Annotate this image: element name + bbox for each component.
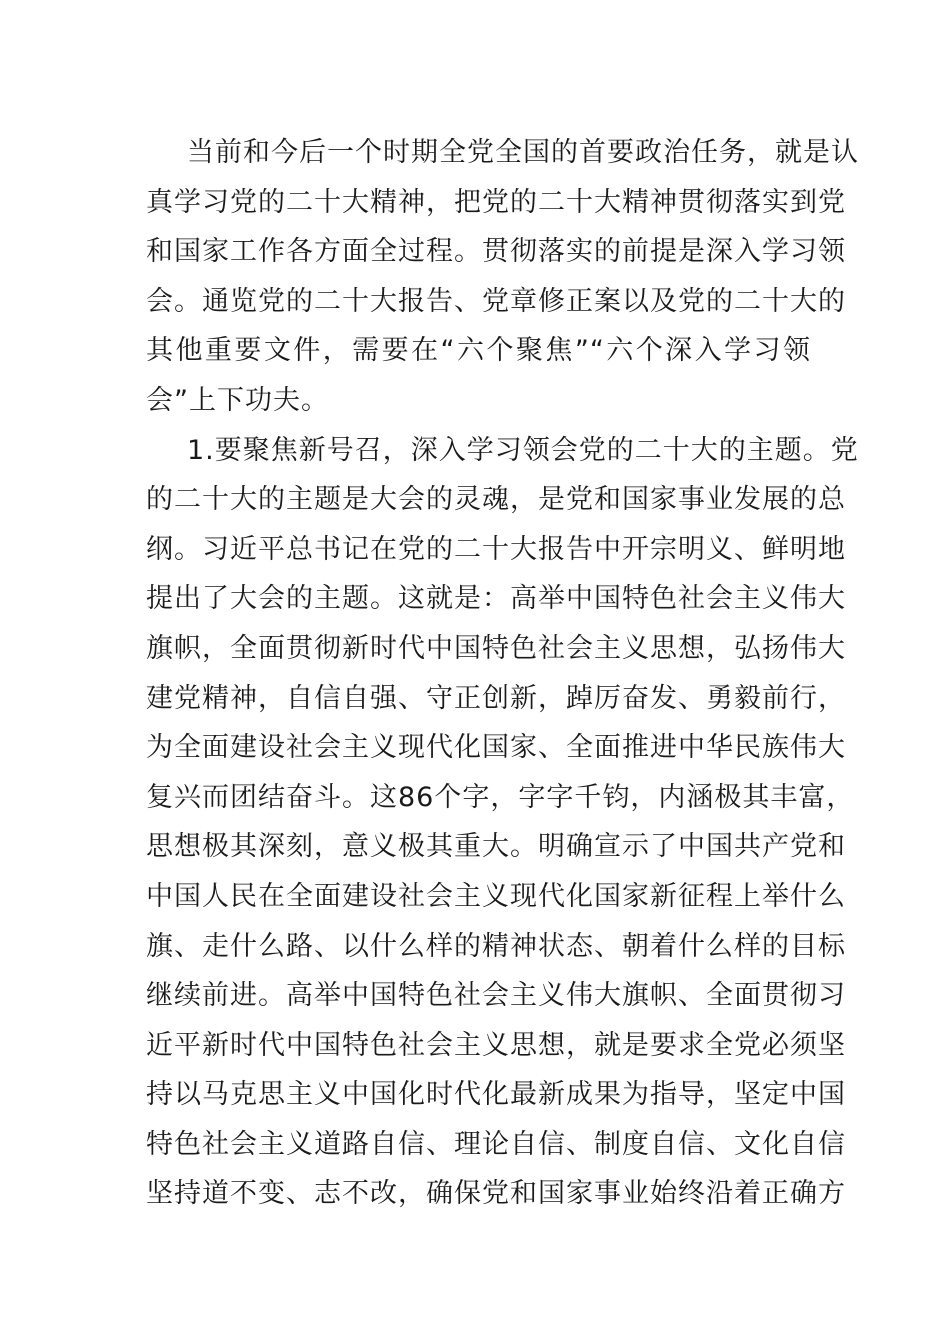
paragraph-2-line-6: 建党精神，自信自强、守正创新，踔厉奋发、勇毅前行，: [146, 682, 846, 714]
paragraph-2-line-4: 提出了大会的主题。这就是：高举中国特色社会主义伟大: [146, 583, 846, 615]
paragraph-2-line-2: 的二十大的主题是大会的灵魂，是党和国家事业发展的总: [146, 484, 846, 516]
paragraph-2-line-15: 特色社会主义道路自信、理论自信、制度自信、文化自信: [146, 1128, 846, 1160]
paragraph-1-line-2: 真学习党的二十大精神，把党的二十大精神贯彻落实到党: [146, 186, 846, 218]
paragraph-1-line-1: 当前和今后一个时期全党全国的首要政治任务，就是认: [187, 137, 859, 168]
paragraph-2-line-11: 旗、走什么路、以什么样的精神状态、朝着什么样的目标: [146, 930, 846, 962]
paragraph-1-line-6: 会”上下功夫。: [146, 384, 329, 416]
paragraph-2-line-1: 1.要聚焦新号召，深入学习领会党的二十大的主题。党: [187, 434, 859, 466]
paragraph-2-line-16: 坚持道不变、志不改，确保党和国家事业始终沿着正确方: [146, 1178, 846, 1210]
paragraph-2-line-13: 近平新时代中国特色社会主义思想，就是要求全党必须坚: [146, 1029, 846, 1061]
document-body: [146, 128, 859, 1219]
paragraph-1-line-3: 和国家工作各方面全过程。贯彻落实的前提是深入学习领: [146, 236, 846, 268]
paragraph-2-line-9: 思想极其深刻，意义极其重大。明确宣示了中国共产党和: [146, 831, 846, 863]
paragraph-2-line-14: 持以马克思主义中国化时代化最新成果为指导，坚定中国: [146, 1079, 846, 1111]
paragraph-2-line-10: 中国人民在全面建设社会主义现代化国家新征程上举什么: [146, 880, 846, 912]
paragraph-2-line-12: 继续前进。高举中国特色社会主义伟大旗帜、全面贯彻习: [146, 980, 846, 1012]
paragraph-2-line-3: 纲。习近平总书记在党的二十大报告中开宗明义、鲜明地: [146, 533, 846, 565]
paragraph-1-line-4: 会。通览党的二十大报告、党章修正案以及党的二十大的: [146, 285, 846, 317]
paragraph-2-line-5: 旗帜，全面贯彻新时代中国特色社会主义思想，弘扬伟大: [146, 632, 846, 664]
paragraph-2-line-7: 为全面建设社会主义现代化国家、全面推进中华民族伟大: [146, 732, 846, 764]
paragraph-2-line-8: 复兴而团结奋斗。这86个字，字字千钧，内涵极其丰富，: [146, 781, 855, 813]
paragraph-1-line-5: 其他重要文件，需要在“六个聚焦”“六个深入学习领: [146, 335, 811, 367]
